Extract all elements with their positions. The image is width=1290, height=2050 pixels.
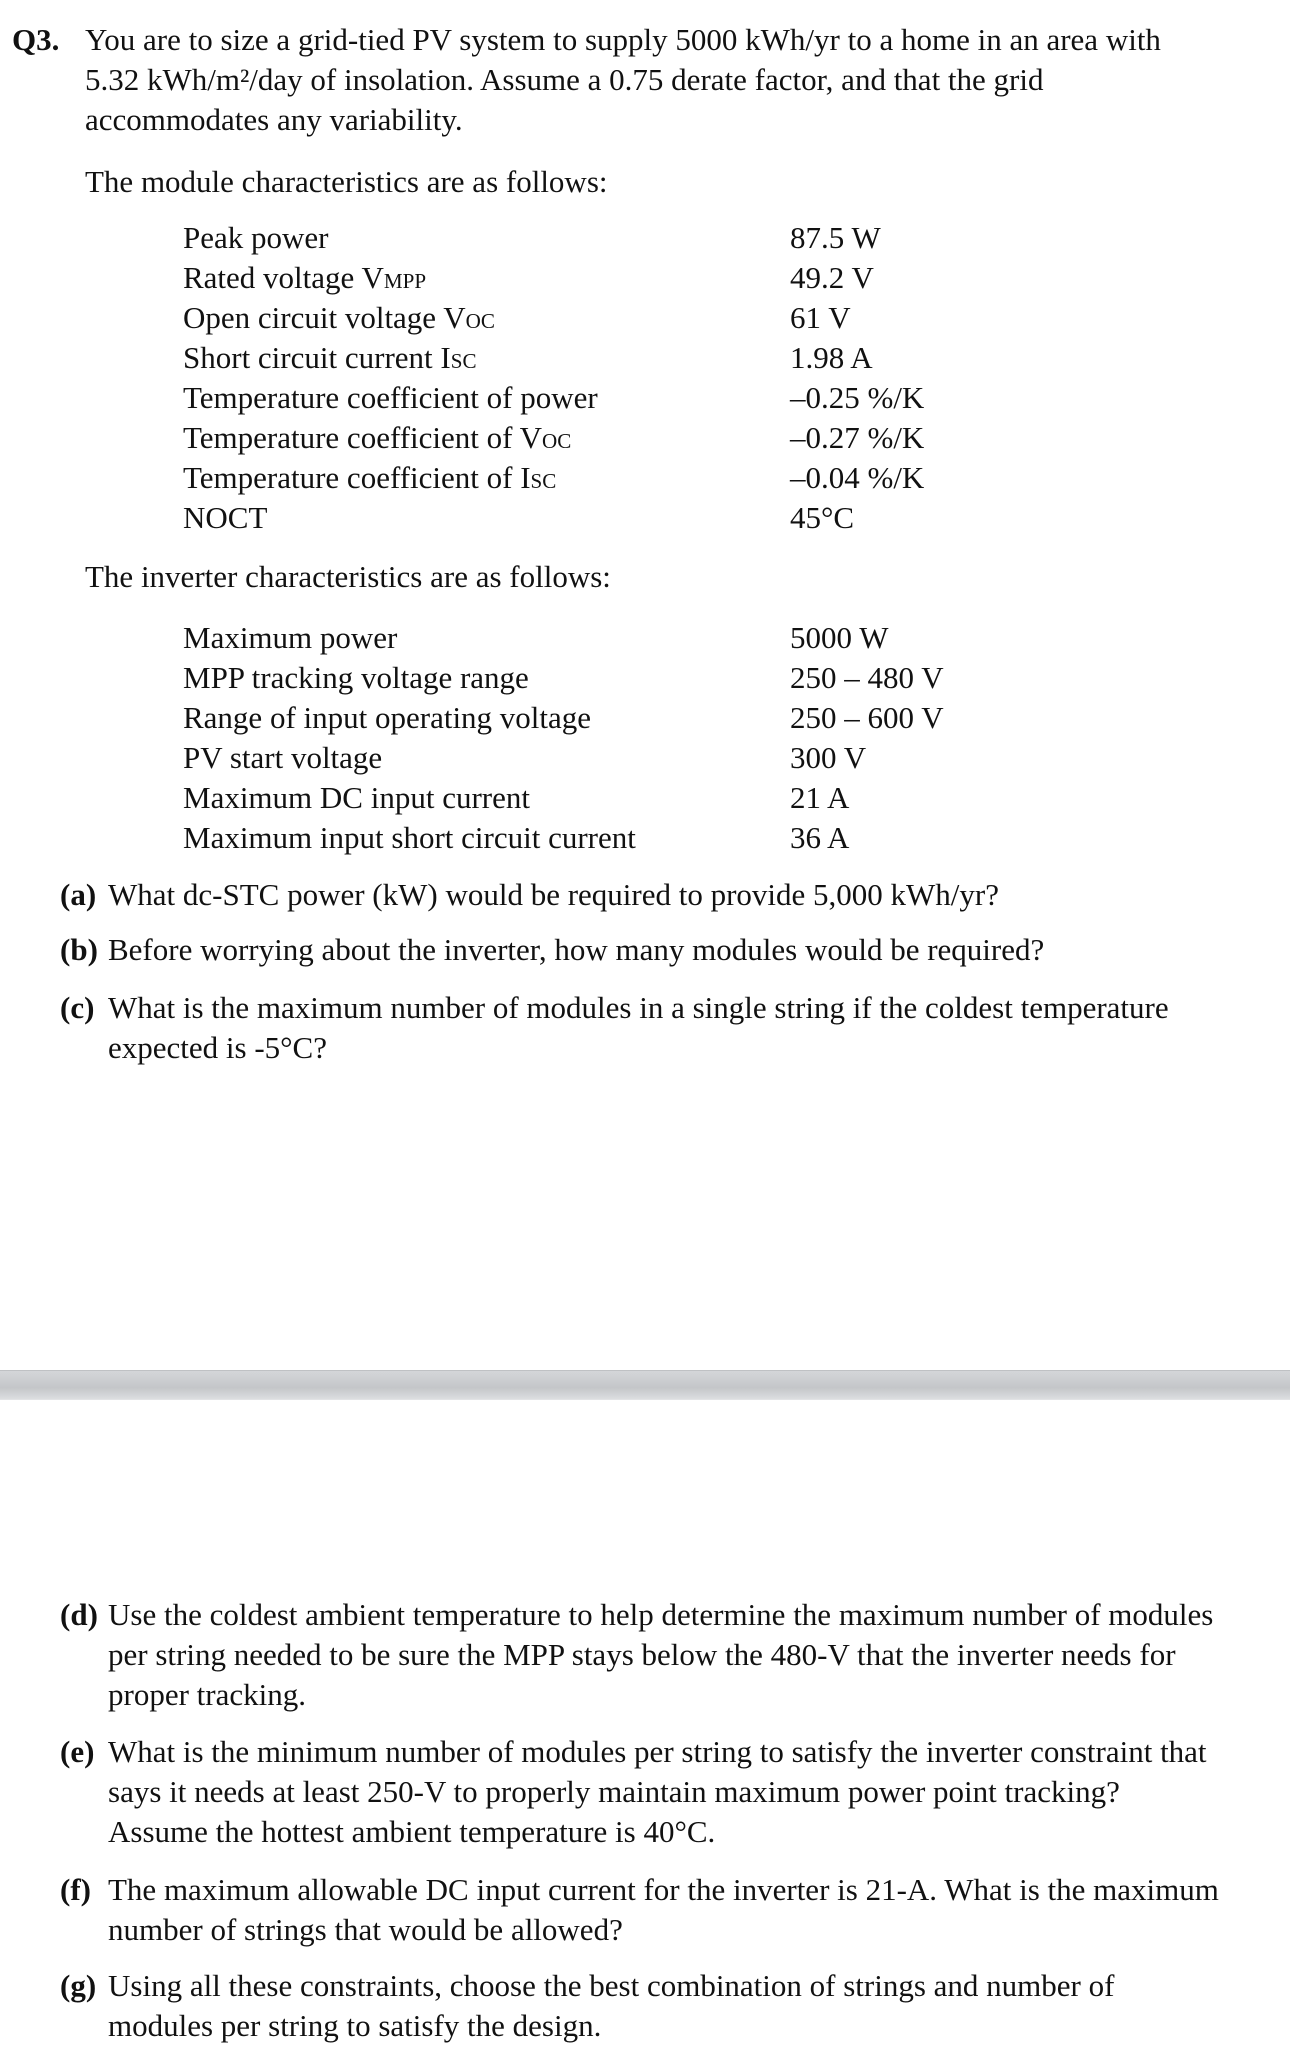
module-row-subscript: OC bbox=[542, 429, 572, 453]
module-row-label: Short circuit current I bbox=[183, 340, 451, 375]
part-letter: (a) bbox=[60, 877, 97, 912]
inverter-row-label: PV start voltage bbox=[183, 740, 383, 775]
part-text: Use the coldest ambient temperature to help determine the maximum number of modules bbox=[108, 1597, 1214, 1632]
module-row-value: 87.5 W bbox=[790, 220, 881, 255]
part-letter: (b) bbox=[60, 932, 98, 967]
inverter-row-label: MPP tracking voltage range bbox=[183, 660, 529, 695]
part-text: What dc-STC power (kW) would be required to provide 5,000 kWh/yr? bbox=[108, 877, 999, 912]
module-row-label: NOCT bbox=[183, 500, 268, 535]
page-divider bbox=[0, 1370, 1290, 1400]
part-text: What is the minimum number of modules per string to satisfy the inverter constraint that bbox=[108, 1734, 1207, 1769]
part-letter: (c) bbox=[60, 990, 95, 1025]
inverter-heading: The inverter characteristics are as follows: bbox=[85, 559, 611, 594]
part-letter: (e) bbox=[60, 1734, 95, 1769]
part-text: Assume the hottest ambient temperature is 40°C. bbox=[108, 1814, 716, 1849]
part-letter: (f) bbox=[60, 1872, 91, 1907]
intro-line-3: accommodates any variability. bbox=[85, 102, 463, 137]
inverter-row-value: 5000 W bbox=[790, 620, 889, 655]
module-row-subscript: SC bbox=[530, 469, 557, 493]
part-text: The maximum allowable DC input current for the inverter is 21-A. What is the maximum bbox=[108, 1872, 1219, 1907]
part-text: modules per string to satisfy the design. bbox=[108, 2008, 602, 2043]
intro-line-1: You are to size a grid-tied PV system to supply 5000 kWh/yr to a home in an area with bbox=[85, 22, 1161, 57]
part-text: proper tracking. bbox=[108, 1677, 306, 1712]
question-number: Q3. bbox=[12, 22, 60, 57]
inverter-row-value: 250 – 600 V bbox=[790, 700, 944, 735]
module-row-label: Temperature coefficient of V bbox=[183, 420, 543, 455]
module-row-label: Temperature coefficient of I bbox=[183, 460, 531, 495]
module-row-value: 61 V bbox=[790, 300, 851, 335]
part-text: What is the maximum number of modules in a single string if the coldest temperature bbox=[108, 990, 1169, 1025]
module-row-subscript: SC bbox=[450, 349, 477, 373]
part-text: number of strings that would be allowed? bbox=[108, 1912, 623, 1947]
inverter-row-value: 250 – 480 V bbox=[790, 660, 944, 695]
part-text: per string needed to be sure the MPP stays below the 480-V that the inverter needs for bbox=[108, 1637, 1176, 1672]
inverter-row-value: 36 A bbox=[790, 820, 850, 855]
module-row-label: Peak power bbox=[183, 220, 329, 255]
inverter-row-label: Range of input operating voltage bbox=[183, 700, 592, 735]
module-row-value: 49.2 V bbox=[790, 260, 874, 295]
module-row-value: –0.27 %/K bbox=[790, 420, 925, 455]
part-text: Before worrying about the inverter, how many modules would be required? bbox=[108, 932, 1045, 967]
part-text: Using all these constraints, choose the best combination of strings and number of bbox=[108, 1968, 1115, 2003]
module-row-label: Rated voltage V bbox=[183, 260, 384, 295]
part-letter: (g) bbox=[60, 1968, 97, 2003]
module-row-value: 1.98 A bbox=[790, 340, 873, 375]
part-text: says it needs at least 250-V to properly maintain maximum power point tracking? bbox=[108, 1774, 1120, 1809]
module-row-subscript: OC bbox=[465, 309, 495, 333]
inverter-row-value: 21 A bbox=[790, 780, 850, 815]
inverter-row-label: Maximum DC input current bbox=[183, 780, 530, 815]
module-heading: The module characteristics are as follows: bbox=[85, 164, 608, 199]
module-row-label: Open circuit voltage V bbox=[183, 300, 466, 335]
inverter-row-value: 300 V bbox=[790, 740, 867, 775]
module-row-value: 45°C bbox=[790, 500, 855, 535]
part-text: expected is -5°C? bbox=[108, 1030, 327, 1065]
module-row-value: –0.25 %/K bbox=[790, 380, 925, 415]
module-row-value: –0.04 %/K bbox=[790, 460, 925, 495]
module-row-label: Temperature coefficient of power bbox=[183, 380, 598, 415]
inverter-row-label: Maximum power bbox=[183, 620, 398, 655]
intro-line-2: 5.32 kWh/m²/day of insolation. Assume a 0.75 derate factor, and that the grid bbox=[85, 62, 1044, 97]
module-row-subscript: MPP bbox=[383, 269, 427, 293]
part-letter: (d) bbox=[60, 1597, 98, 1632]
inverter-row-label: Maximum input short circuit current bbox=[183, 820, 636, 855]
